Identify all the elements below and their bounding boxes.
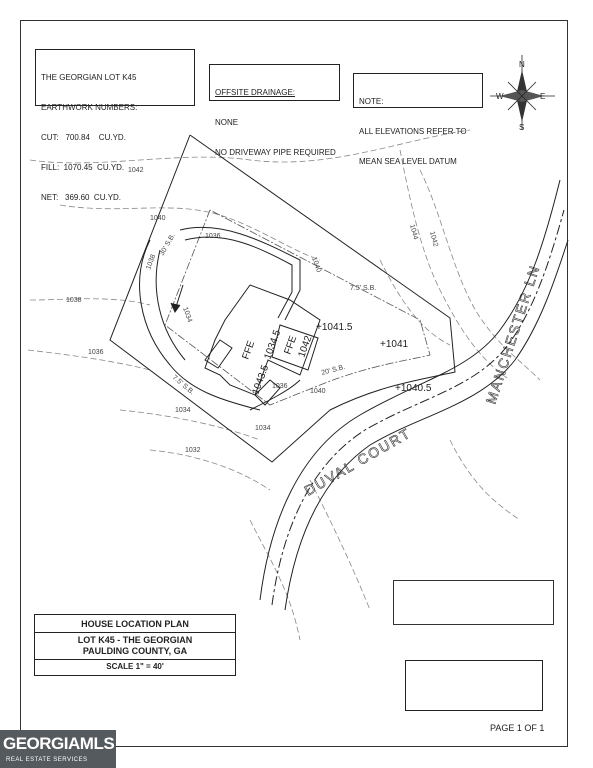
earthwork-line: EARTHWORK NUMBERS: [41, 103, 138, 112]
georgiamls-logo [0, 730, 116, 768]
graded-contour-1038 [156, 250, 185, 360]
note-line: ALL ELEVATIONS REFER TO [359, 127, 467, 136]
contour-label: 1040 [310, 256, 323, 274]
setback-label: 7.5' S.B. [170, 374, 196, 397]
scale-label: SCALE 1" = 40' [106, 662, 164, 671]
stamp-box [393, 580, 554, 625]
contour-south-1 [310, 480, 370, 610]
setback-label: 30' S.B. [158, 232, 177, 257]
drainage-box [209, 64, 340, 157]
drainage-line: NO DRIVEWAY PIPE REQUIRED [215, 148, 336, 157]
street-lines [260, 180, 568, 610]
contour-label: 1038 [145, 253, 158, 271]
compass-w: W [496, 92, 504, 101]
compass-n: N [519, 60, 525, 69]
contour-label: 1040 [150, 215, 166, 222]
title-line: LOT K45 - THE GEORGIAN [77, 635, 193, 645]
earthwork-line: THE GEORGIAN LOT K45 [41, 73, 137, 82]
earthwork-net: NET: 369.60 CU.YD. [41, 193, 122, 202]
contour-1032-south [150, 450, 270, 490]
north-arrow [490, 55, 555, 132]
contour-label: 1036 [205, 233, 221, 240]
contour-label: 1036 [88, 349, 104, 356]
signature-box [405, 660, 543, 711]
contour-east-1 [420, 170, 540, 380]
ffe-value-2: 1034.5 [262, 328, 284, 362]
contour-south-3 [450, 440, 520, 520]
setback-label: 7.5' S.B. [350, 285, 377, 292]
contour-label: 1042 [428, 230, 439, 248]
logo-sub: REAL ESTATE SERVICES [6, 757, 88, 763]
graded-contour-top-2 [185, 237, 292, 318]
note-box [353, 73, 483, 166]
earthwork-fill: FILL: 1070.45 CU.YD. [41, 163, 125, 172]
logo-main: GEORGIAMLS [3, 734, 115, 753]
setback-label: 20' S.B. [320, 363, 346, 377]
contour-label: 1044 [408, 223, 419, 241]
contour-label: 1042 [128, 167, 144, 174]
contour-east-3 [380, 260, 450, 345]
drainage-title: OFFSITE DRAINAGE: [215, 88, 296, 97]
street-name-duval: DUVAL COURT [301, 424, 414, 499]
street-name-manchester: MANCHESTER LN [482, 262, 543, 406]
contour-label: 1040 [310, 388, 326, 395]
ffe-value-3: 1043.5 [250, 363, 272, 397]
note-line: MEAN SEA LEVEL DATUM [359, 157, 457, 166]
contour-south-2 [250, 520, 300, 640]
spot-elevation: +1041 [380, 339, 409, 350]
drainage-line: NONE [215, 118, 239, 127]
graded-contour-1036 [140, 240, 260, 410]
contour-1038-west [30, 299, 150, 305]
ffe-value: 1042 [296, 334, 315, 360]
ffe-label-2: FFE [240, 339, 258, 362]
compass-s: S [519, 123, 525, 132]
spot-elevation: +1041.5 [316, 322, 353, 333]
note-title: NOTE: [359, 97, 384, 106]
contour-label: 1034 [175, 407, 191, 414]
title-line: HOUSE LOCATION PLAN [81, 619, 189, 629]
title-block [34, 614, 236, 676]
title-line: PAULDING COUNTY, GA [82, 646, 188, 656]
contour-1034-south [120, 410, 260, 440]
spot-elevation: +1040.5 [395, 383, 432, 394]
contour-1040-west [60, 205, 320, 260]
flow-arrow-head [171, 303, 180, 312]
contour-label: 1034 [255, 425, 271, 432]
contour-label: 1038 [66, 297, 82, 304]
earthwork-cut: CUT: 700.84 CU.YD. [41, 133, 126, 142]
compass-e: E [540, 92, 546, 101]
contour-label: 1036 [272, 383, 288, 390]
garage-outline [205, 340, 232, 368]
contour-label: 1032 [185, 447, 201, 454]
contour-label: 1034 [181, 306, 194, 324]
ffe-label: FFE [282, 334, 300, 357]
page-number: PAGE 1 OF 1 [490, 723, 545, 733]
